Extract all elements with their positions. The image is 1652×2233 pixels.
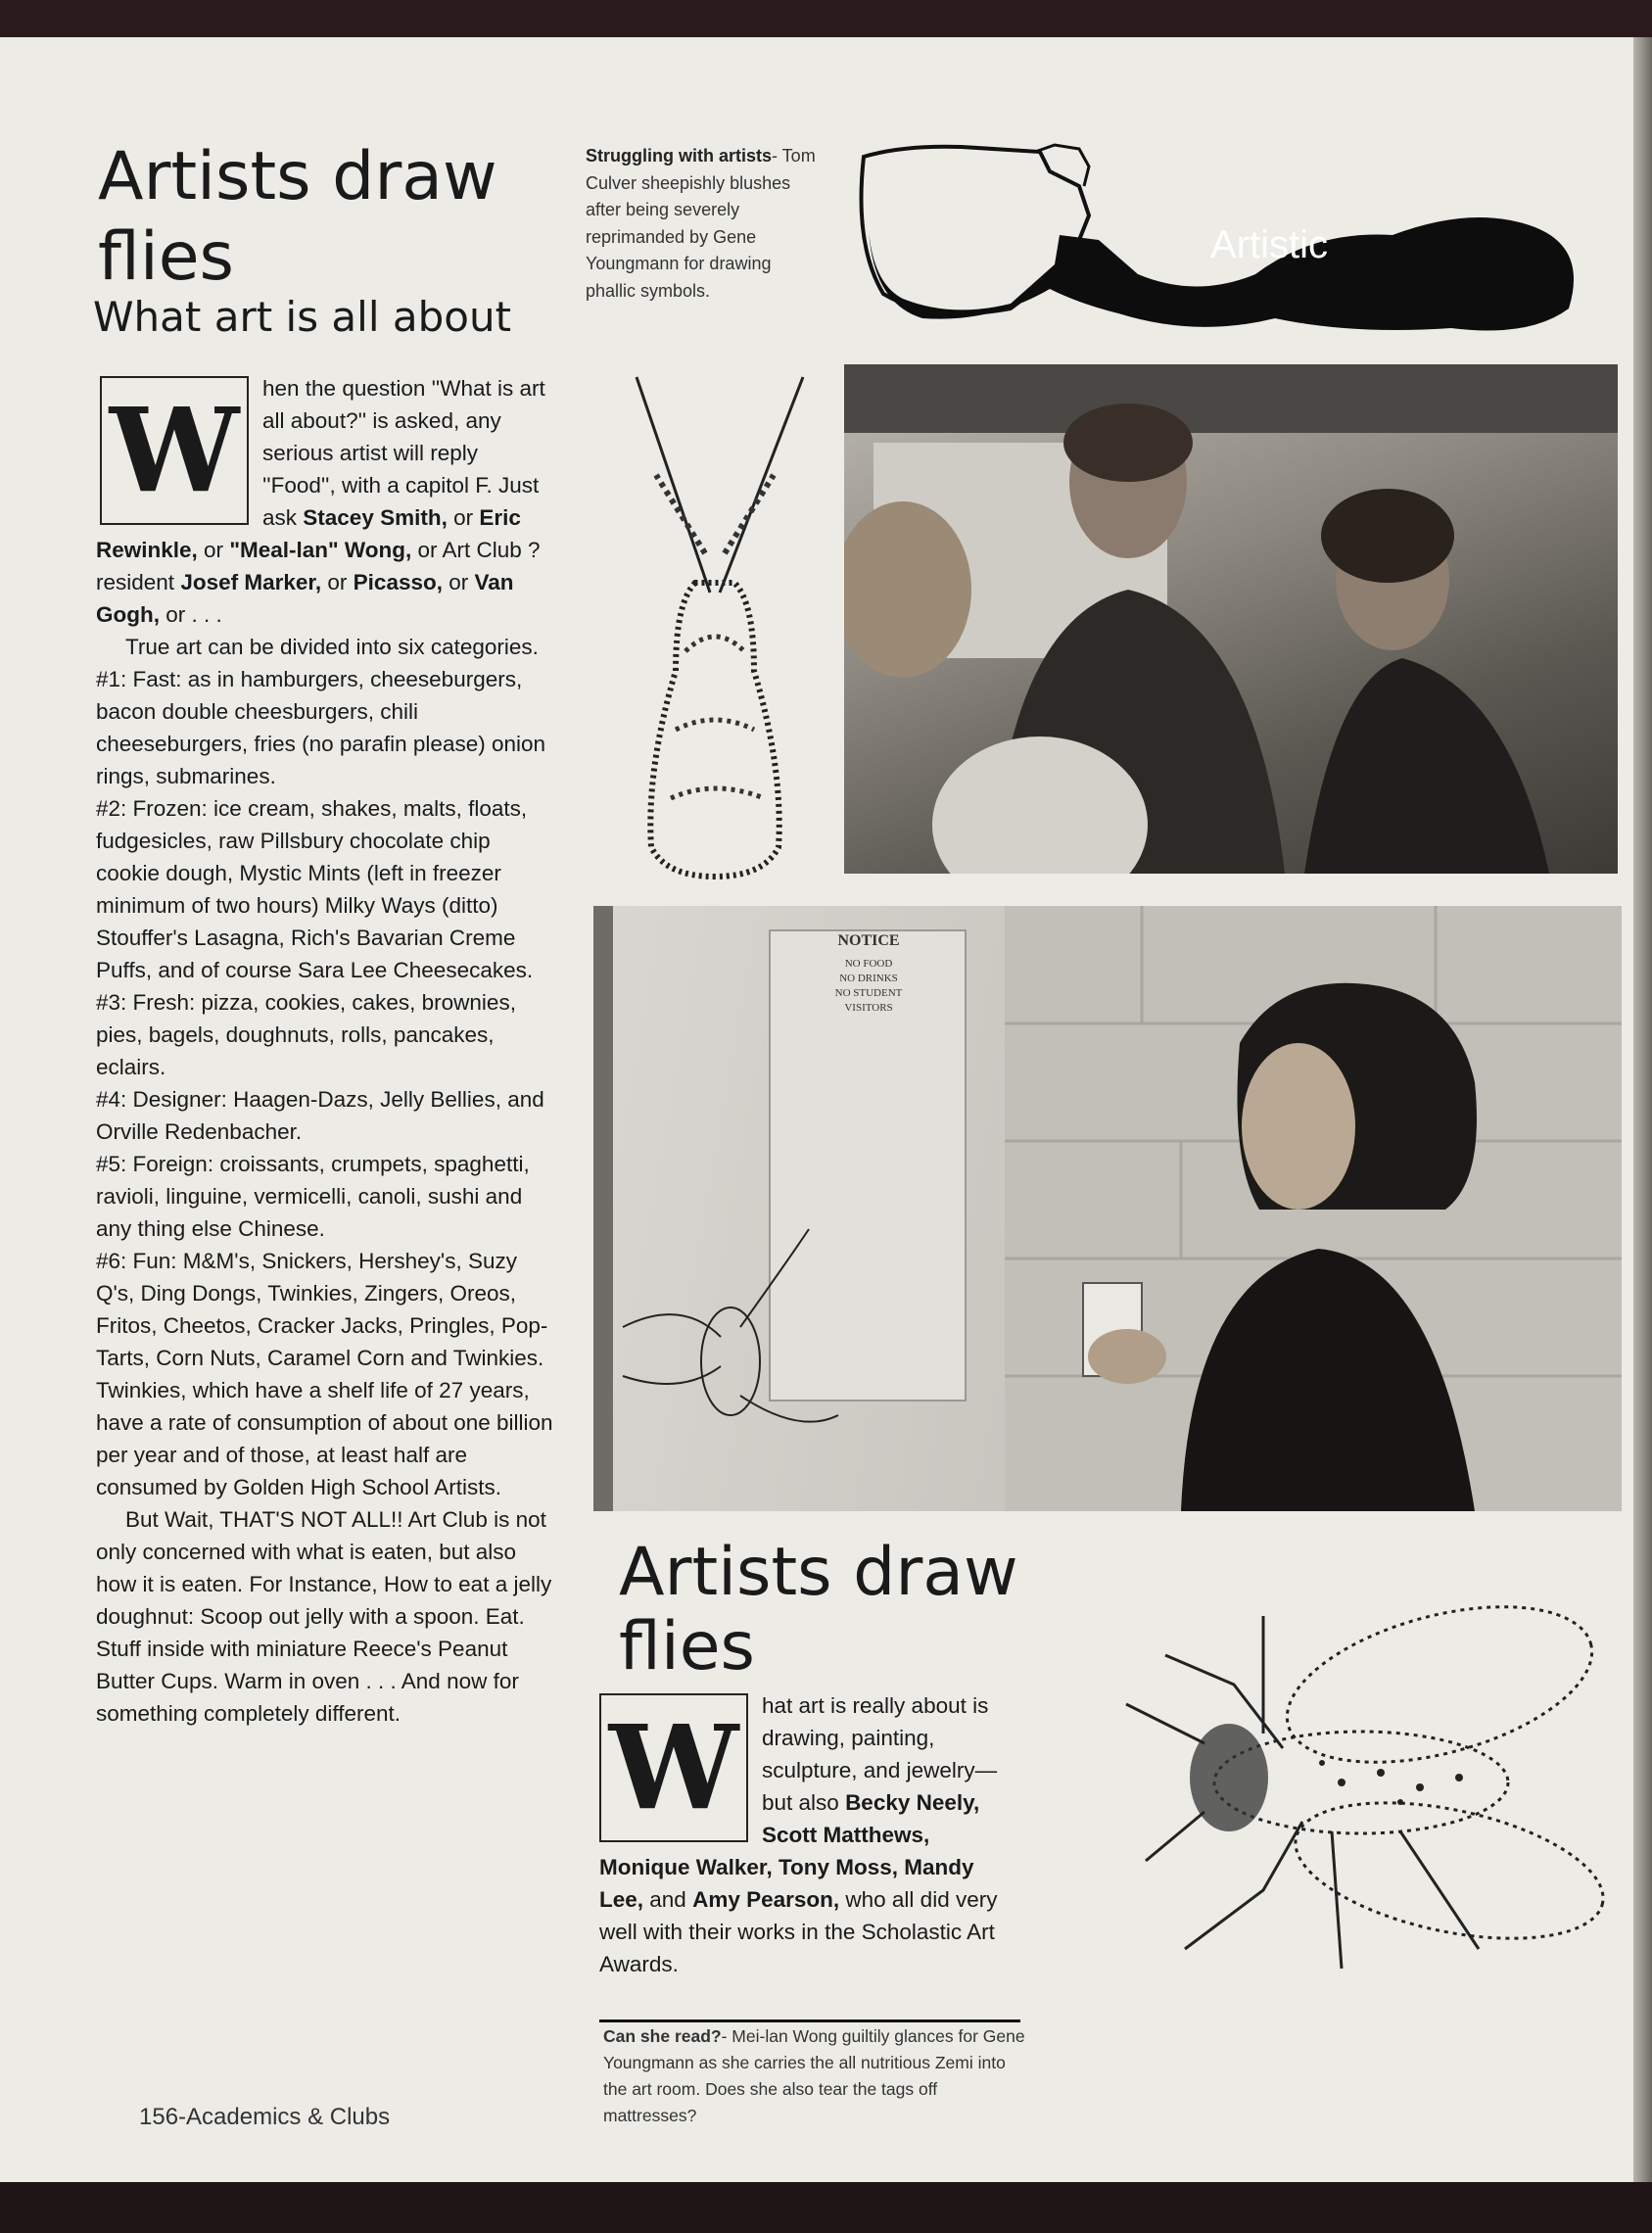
caption-text: - Mei-lan Wong guiltily glances for Gene Youngmann as she carries the all nutritious Zemi into the art room. Does she also tear the tags off mattresses? <box>603 2026 1025 2125</box>
connector-text: or <box>321 570 354 594</box>
category-designer: #4: Designer: Haagen-Dazs, Jelly Bellies, and Orville Redenbacher. <box>96 1087 544 1144</box>
name-amy-pearson: Amy Pearson, <box>692 1887 840 1912</box>
paragraph-but-wait: But Wait, THAT'S NOT ALL!! Art Club is not only concerned with what is eaten, but also how it is eaten. For Instance, How to eat a jelly doughnut: Scoop out jelly with a spoon. Eat. Stuff inside with miniature Reece's Peanut Butter Cups. Warm in oven . . . And now for something completely different. <box>96 1507 552 1726</box>
category-fast: #1: Fast: as in hamburgers, cheeseburgers, bacon double cheesburgers, chili cheeseburgers, fries (no parafin please) onion rings, submarines. <box>96 667 546 788</box>
photo1-shapes <box>844 364 1618 874</box>
notice-title: NOTICE <box>837 932 900 949</box>
photo-tom-culver-with-students <box>844 364 1618 874</box>
connector-text: or . . . <box>159 602 222 627</box>
caption-divider <box>599 2019 1020 2022</box>
notice-line-4: VISITORS <box>844 1002 893 1014</box>
name-josef-marker: Josef Marker, <box>180 570 322 594</box>
article-body <box>96 372 556 1730</box>
name-eric-rewinkle: Eric Rewinkle, <box>96 505 521 562</box>
photo2-shapes <box>593 906 1622 1511</box>
connector-text: or <box>447 505 480 530</box>
second-article-title: Artists draw flies <box>619 1534 1018 1686</box>
photo-mei-lan-wong <box>593 906 1622 1511</box>
paragraph-categories: True art can be divided into six categories. <box>125 635 539 659</box>
category-foreign: #5: Foreign: croissants, crumpets, spaghetti, ravioli, linguine, vermicelli, canoli, sushi and any thing else Chinese. <box>96 1152 530 1241</box>
drop-cap: W <box>599 1693 748 1842</box>
category-fresh: #3: Fresh: pizza, cookies, cakes, brownies, pies, bagels, doughnuts, rolls, pancakes, eclairs. <box>96 990 516 1079</box>
award-winner-names: Becky Neely, Scott Matthews, Monique Walker, Tony Moss, Mandy Lee, <box>599 1790 980 1912</box>
connector-text: or <box>442 570 475 594</box>
notice-sign <box>776 933 962 1016</box>
name-van-gogh: Van Gogh, <box>96 570 514 627</box>
name-meal-lan-wong: "Meal-lan" Wong, <box>229 538 412 562</box>
second-closing-text: who all did very well with their works in the Scholastic Art Awards. <box>599 1887 998 1976</box>
fly-drawing <box>1087 1538 1616 1998</box>
category-frozen: #2: Frozen: ice cream, shakes, malts, floats, fudgesicles, raw Pillsbury chocolate chip cookie dough, Mystic Mints (left in freezer minimum of two hours) Milky Ways (ditto) Stouffer's Lasagna, Rich's Bavarian Creme Puffs, and of course Sara Lee Cheesecakes. <box>96 796 534 982</box>
name-stacey-smith: Stacey Smith, <box>303 505 448 530</box>
connector-text: or <box>197 538 230 562</box>
caption-heading: Can she read? <box>603 2026 722 2046</box>
connector-text: and <box>643 1887 693 1912</box>
page-bottom-border <box>0 2182 1652 2233</box>
page-footer: 156-Academics & Clubs <box>139 2104 391 2130</box>
notice-line-3: NO STUDENT <box>834 987 903 999</box>
connector-text: or Art Club ?resident <box>96 538 541 594</box>
book-spine-edge <box>1633 37 1652 2182</box>
vase-with-flowers-drawing <box>607 357 823 886</box>
category-fun: #6: Fun: M&M's, Snickers, Hershey's, Suzy Q's, Ding Dongs, Twinkies, Zingers, Oreos, Fritos, Cheetos, Cracker Jacks, Pringles, Pop-Tarts, Corn Nuts, Caramel Corn and Twinkies. Twinkies, which have a shelf life of 27 years, have a rate of consumption of about one billion per year and of those, at least half are consumed by Golden High School Artists. <box>96 1249 553 1499</box>
caption-text: - Tom Culver sheepishly blushes after being severely reprimanded by Gene Youngmann for drawing phallic symbols. <box>586 146 816 301</box>
caption-heading: Struggling with artists <box>586 146 773 166</box>
intro-text: hen the question ''What is art all about?'' is asked, any serious artist will reply ''Food'', with a capitol F. Just ask <box>262 376 545 530</box>
drop-cap: W <box>100 376 249 525</box>
page-title: Artists draw flies <box>98 138 497 296</box>
second-article-body <box>599 1689 1020 1980</box>
notice-line-1: NO FOOD <box>844 958 893 970</box>
page-subtitle: What art is all about <box>93 293 512 341</box>
photo-caption-bottom <box>603 2023 1034 2129</box>
photo-caption-top <box>586 143 821 305</box>
second-intro-text: hat art is really about is drawing, painting, sculpture, and jewelry—but also <box>762 1693 998 1815</box>
name-picasso: Picasso, <box>353 570 443 594</box>
artistic-label: Artistic <box>1210 223 1328 266</box>
notice-line-2: NO DRINKS <box>839 973 898 984</box>
